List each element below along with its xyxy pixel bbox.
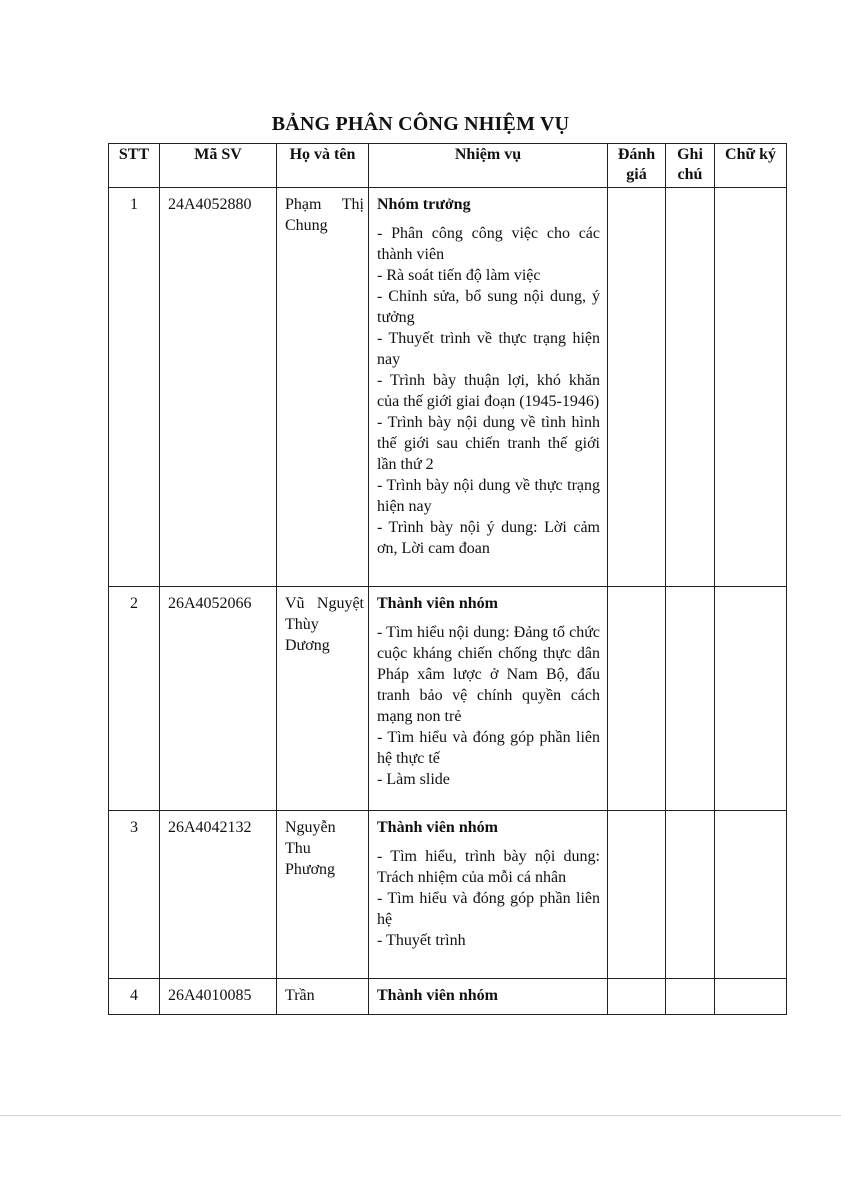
task-line: - Chỉnh sửa, bổ sung nội dung, ý tưởng [377,288,600,326]
task-line: - Trình bày nội dung về tình hình thế giới sau chiến tranh thế giới lần thứ 2 [377,414,600,473]
task-line: - Rà soát tiến độ làm việc [377,267,541,284]
row-signature [715,188,787,587]
row-full-name: Vũ Nguyệt Thùy Dương [277,587,369,811]
row-evaluation [608,979,666,1015]
table-header-row [109,144,787,188]
page-title: BẢNG PHÂN CÔNG NHIỆM VỤ [271,113,570,135]
row-student-id: 26A4052066 [160,587,277,811]
header-note: Ghi chú [666,144,715,188]
task-line: - Tìm hiểu, trình bày nội dung: Trách nhiệm của mỗi cá nhân [377,848,600,886]
row-student-id: 26A4010085 [160,979,277,1015]
task-line: - Thuyết trình về thực trạng hiện nay [377,330,600,368]
task-line: - Tìm hiểu nội dung: Đảng tổ chức cuộc kháng chiến chống thực dân Pháp xâm lược ở Nam Bộ, đấu tranh bảo vệ chính quyền cách mạng non trẻ [377,624,600,725]
header-task: Nhiệm vụ [369,144,608,188]
row-evaluation [608,188,666,587]
row-signature [715,587,787,811]
row-role: Thành viên nhóm [377,987,498,1004]
row-note [666,587,715,811]
row-note [666,811,715,979]
task-line: - Trình bày nội dung về thực trạng hiện nay [377,477,600,515]
header-signature: Chữ ký [715,144,787,188]
row-task-cell [369,188,608,587]
task-assignment-table [108,143,787,1015]
row-role: Thành viên nhóm [377,819,498,836]
row-signature [715,979,787,1015]
row-full-name: Nguyễn Thu Phương [277,811,369,979]
table-row [109,811,787,979]
row-stt: 2 [109,587,160,811]
row-stt: 3 [109,811,160,979]
row-signature [715,811,787,979]
row-stt: 1 [109,188,160,587]
task-line: - Thuyết trình [377,932,466,949]
row-evaluation [608,587,666,811]
task-line: - Trình bày thuận lợi, khó khăn của thế giới giai đoạn (1945-1946) [377,372,600,410]
row-note [666,979,715,1015]
row-task-cell [369,587,608,811]
table-row [109,979,787,1015]
table-row [109,587,787,811]
row-evaluation [608,811,666,979]
row-full-name: Phạm Thị Chung [277,188,369,587]
row-role: Nhóm trưởng [377,196,471,213]
header-student-id: Mã SV [160,144,277,188]
task-line: - Làm slide [377,771,450,788]
row-stt: 4 [109,979,160,1015]
row-task-cell [369,811,608,979]
row-note [666,188,715,587]
header-stt: STT [109,144,160,188]
row-task-cell [369,979,608,1015]
page-divider [0,1115,841,1116]
table-row [109,188,787,587]
row-role: Thành viên nhóm [377,595,498,612]
header-evaluation: Đánh giá [608,144,666,188]
task-line: - Tìm hiểu và đóng góp phần liên hệ [377,890,600,928]
header-full-name: Họ và tên [277,144,369,188]
task-line: - Tìm hiểu và đóng góp phần liên hệ thực tế [377,729,600,767]
row-student-id: 24A4052880 [160,188,277,587]
row-student-id: 26A4042132 [160,811,277,979]
task-line: - Trình bày nội ý dung: Lời cảm ơn, Lời cam đoan [377,519,600,557]
row-full-name: Trần [277,979,369,1015]
task-line: - Phân công công việc cho các thành viên [377,225,600,263]
